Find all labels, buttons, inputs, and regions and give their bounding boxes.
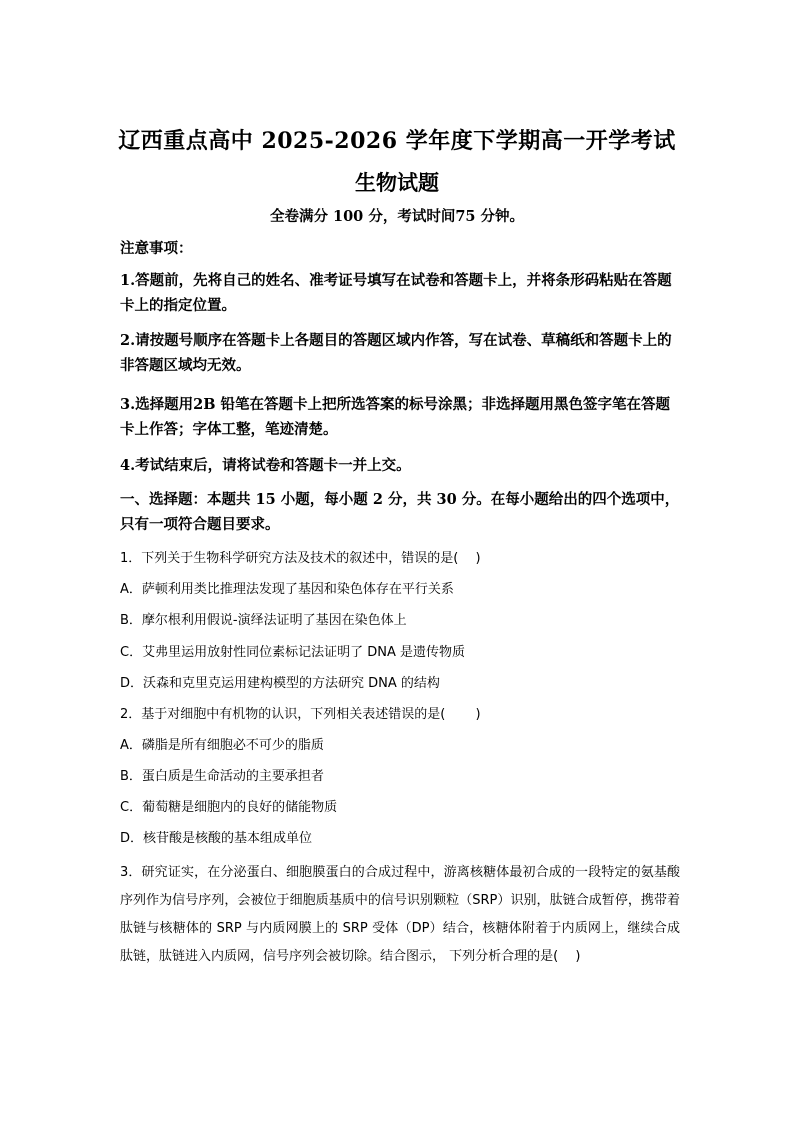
section-heading: 一、选择题：本题共 15 小题，每小题 2 分，共 30 分。在每小题给出的四个选项中，只有一项符合题目要求。: [120, 491, 680, 533]
question-1-option-b: B．摩尔根利用假说-演绎法证明了基因在染色体上: [120, 613, 407, 628]
exam-info: 全卷满分 100 分，考试时间75 分钟。: [269, 208, 525, 225]
question-3-stem: 3．研究证实，在分泌蛋白、细胞膜蛋白的合成过程中，游离核糖体最初合成的一段特定的氨基酸序列作为信号序列，会被位于细胞质基质中的信号识别颗粒（SRP）识别，肽链合成暂停，携带着肽链与核糖体的 SRP 与内质网膜上的 SRP 受体（DP）结合，核糖体附着于内质网上，继续合成肽链，肽链进入内质网，信号序列会被切除。结合图示， 下列分析合理的是( ): [120, 865, 680, 964]
notice-item-2: 2.请按题号顺序在答题卡上各题目的答题区域内作答，写在试卷、草稿纸和答题卡上的非答题区域均无效。: [120, 332, 672, 374]
exam-title: 辽西重点高中 2025-2026 学年度下学期高一开学考试: [118, 128, 676, 154]
notice-item-4: 4.考试结束后，请将试卷和答题卡一并上交。: [120, 457, 411, 474]
question-1-stem: 1．下列关于生物科学研究方法及技术的叙述中，错误的是( ): [120, 551, 481, 566]
question-2-option-b: B．蛋白质是生命活动的主要承担者: [120, 769, 324, 784]
notice-heading: 注意事项：: [120, 240, 193, 257]
notice-item-1: 1.答题前，先将自己的姓名、准考证号填写在试卷和答题卡上，并将条形码粘贴在答题卡上的指定位置。: [120, 272, 672, 314]
question-1-option-c: C．艾弗里运用放射性同位素标记法证明了 DNA 是遗传物质: [120, 645, 465, 660]
question-1-option-a: A．萨顿利用类比推理法发现了基因和染色体存在平行关系: [120, 582, 454, 597]
question-2-option-d: D．核苷酸是核酸的基本组成单位: [120, 831, 313, 846]
question-2-option-a: A．磷脂是所有细胞必不可少的脂质: [120, 738, 324, 753]
question-1-option-d: D．沃森和克里克运用建构模型的方法研究 DNA 的结构: [120, 676, 440, 691]
subject-title: 生物试题: [355, 170, 439, 195]
notice-item-3: 3.选择题用2B 铅笔在答题卡上把所选答案的标号涂黑；非选择题用黑色签字笔在答题卡上作答；字体工整，笔迹清楚。: [120, 396, 671, 438]
question-2-option-c: C．葡萄糖是细胞内的良好的储能物质: [120, 800, 338, 815]
question-2-stem: 2．基于对细胞中有机物的认识，下列相关表述错误的是( ): [120, 707, 481, 722]
